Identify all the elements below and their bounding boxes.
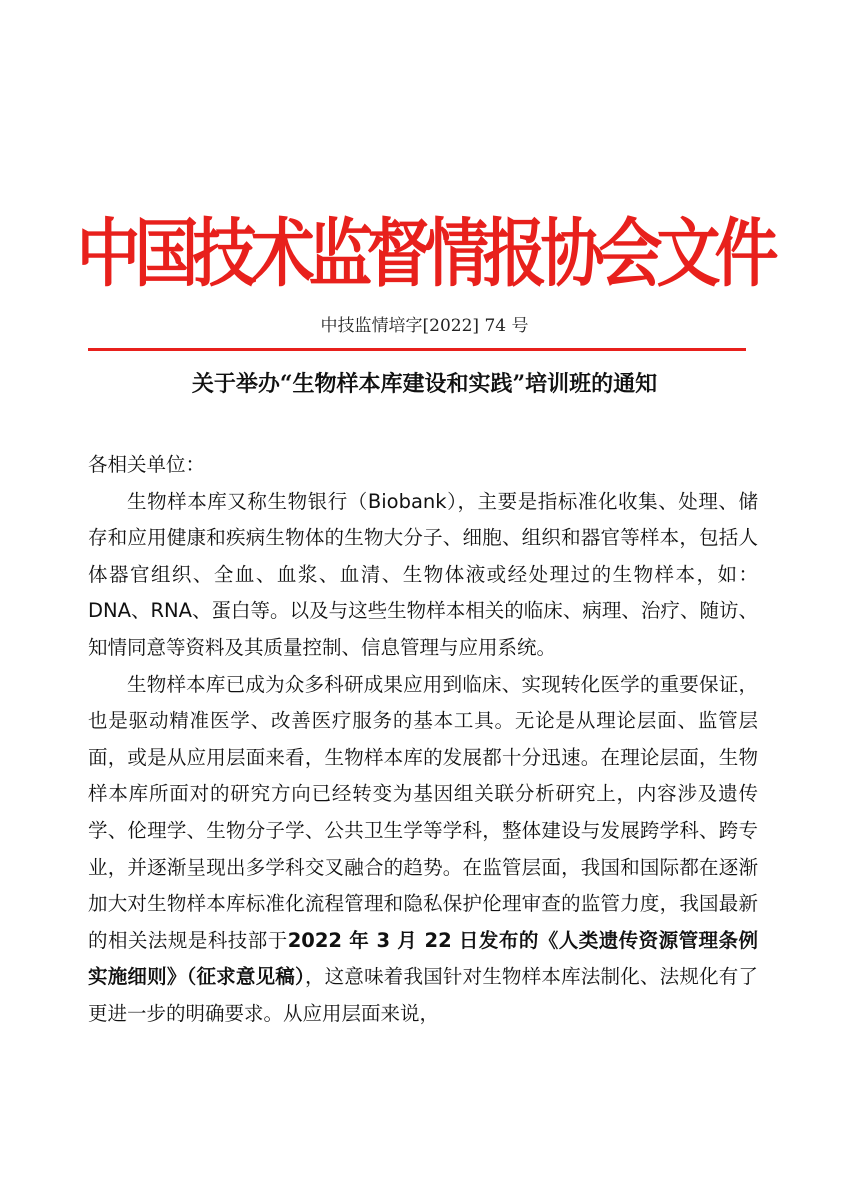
- salutation: 各相关单位：: [88, 453, 206, 476]
- red-divider-line: [88, 348, 746, 351]
- paragraph-2-end: ，这意味着我国针对生物样本库法制化、法规化有了更进一步的明确要求。从应用层面来说，: [88, 965, 758, 1025]
- paragraph-2-start: 生物样本库已成为众多科研成果应用到临床、实现转化医学的重要保证，也是驱动精准医学、改善医疗服务的基本工具。无论是从理论层面、监管层面，或是从应用层面来看，生物样本库的发展都十分迅速。在理论层面，生物样本库所面对的研究方向已经转变为基因组关联分析研究上，内容涉及遗传学、伦理学、生物分子学、公共卫生学等学科，整体建设与发展跨学科、跨专业，并逐渐呈现出多学科交叉融合的趋势。在监管层面，我国和国际都在逐渐加大对生物样本库标准化流程管理和隐私保护伦理审查的监管力度，我国最新的相关法规是科技部于: [88, 672, 758, 952]
- document-number: 中技监情培字[2022] 74 号: [320, 316, 529, 336]
- regulation-reference: 2022 年 3 月 22 日发布的《人类遗传资源管理条例实施细则》（征求意见稿）: [88, 928, 758, 989]
- notice-title: 关于举办“生物样本库建设和实践”培训班的通知: [191, 371, 658, 397]
- paragraph-2: [88, 667, 758, 1033]
- org-header-title: 中国技术监督情报协会文件: [76, 212, 773, 298]
- notice-body: [88, 447, 758, 1033]
- paragraph-1: 生物样本库又称生物银行（Biobank），主要是指标准化收集、处理、储存和应用健康和疾病生物体的生物大分子、细胞、组织和器官等样本，包括人体器官组织、全血、血浆、血清、生物体液或经处理过的生物样本，如：DNA、RNA、蛋白等。以及与这些生物样本相关的临床、病理、治疗、随访、知情同意等资料及其质量控制、信息管理与应用系统。: [88, 489, 758, 659]
